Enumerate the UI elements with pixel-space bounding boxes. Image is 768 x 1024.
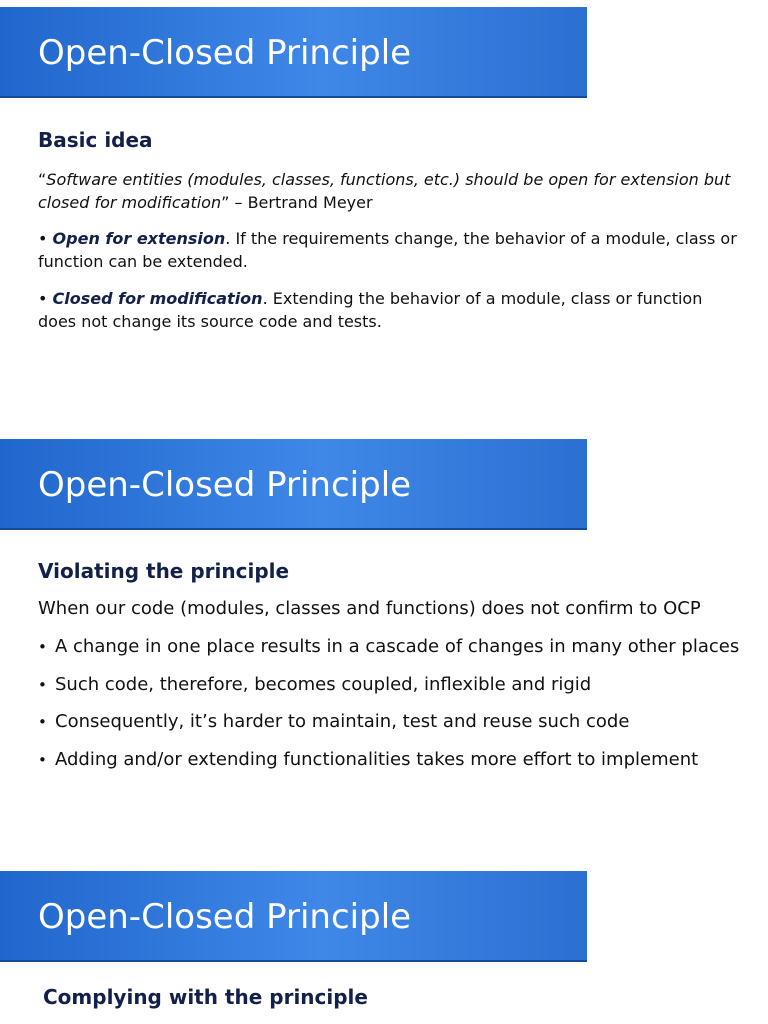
list-item xyxy=(38,673,591,697)
slide-title: Open-Closed Principle xyxy=(38,897,412,937)
slide-complying xyxy=(0,864,768,1024)
section-heading: Complying with the principle xyxy=(43,985,368,1009)
slide-violating xyxy=(0,432,768,864)
bullet-icon: • xyxy=(38,638,47,656)
list-item-text: Consequently, it’s harder to maintain, test and reuse such code xyxy=(55,711,630,732)
point-term: Open for extension xyxy=(52,229,226,248)
bullet-icon: • xyxy=(38,289,48,308)
intro-text: When our code (modules, classes and functions) does not confirm to OCP xyxy=(38,598,701,619)
list-item xyxy=(38,748,698,772)
list-item-text: A change in one place results in a cascade of changes in many other places xyxy=(55,636,740,657)
bullet-icon: • xyxy=(38,751,47,769)
section-heading: Basic idea xyxy=(38,128,153,152)
quote-paragraph xyxy=(38,168,738,214)
point-text: . If the requirements change, the behavior of a module, class or function can be extended. xyxy=(38,229,737,271)
point-term: Closed for modification xyxy=(52,289,263,308)
point-text: . Extending the behavior of a module, class or function does not change its source code and tests. xyxy=(38,289,703,331)
point-open-for-extension xyxy=(38,227,738,273)
title-banner xyxy=(0,871,587,960)
bullet-icon: • xyxy=(38,676,47,694)
section-heading: Violating the principle xyxy=(38,559,290,583)
title-banner xyxy=(0,7,587,96)
list-item-text: Adding and/or extending functionalities takes more effort to implement xyxy=(55,749,699,770)
title-banner xyxy=(0,439,587,528)
slide-title: Open-Closed Principle xyxy=(38,465,412,505)
quote-attribution: ” – Bertrand Meyer xyxy=(221,193,373,212)
quote-text: Software entities (modules, classes, functions, etc.) should be open for extension but closed for modification xyxy=(38,170,731,212)
list-item xyxy=(38,635,739,659)
bullet-icon: • xyxy=(38,229,48,248)
slide-title: Open-Closed Principle xyxy=(38,33,412,73)
bullet-icon: • xyxy=(38,713,47,731)
point-closed-for-modification xyxy=(38,287,738,333)
list-item-text: Such code, therefore, becomes coupled, inflexible and rigid xyxy=(55,674,592,695)
slide-basic-idea xyxy=(0,0,768,432)
list-item xyxy=(38,710,629,734)
quote-open-mark: “ xyxy=(38,170,47,189)
